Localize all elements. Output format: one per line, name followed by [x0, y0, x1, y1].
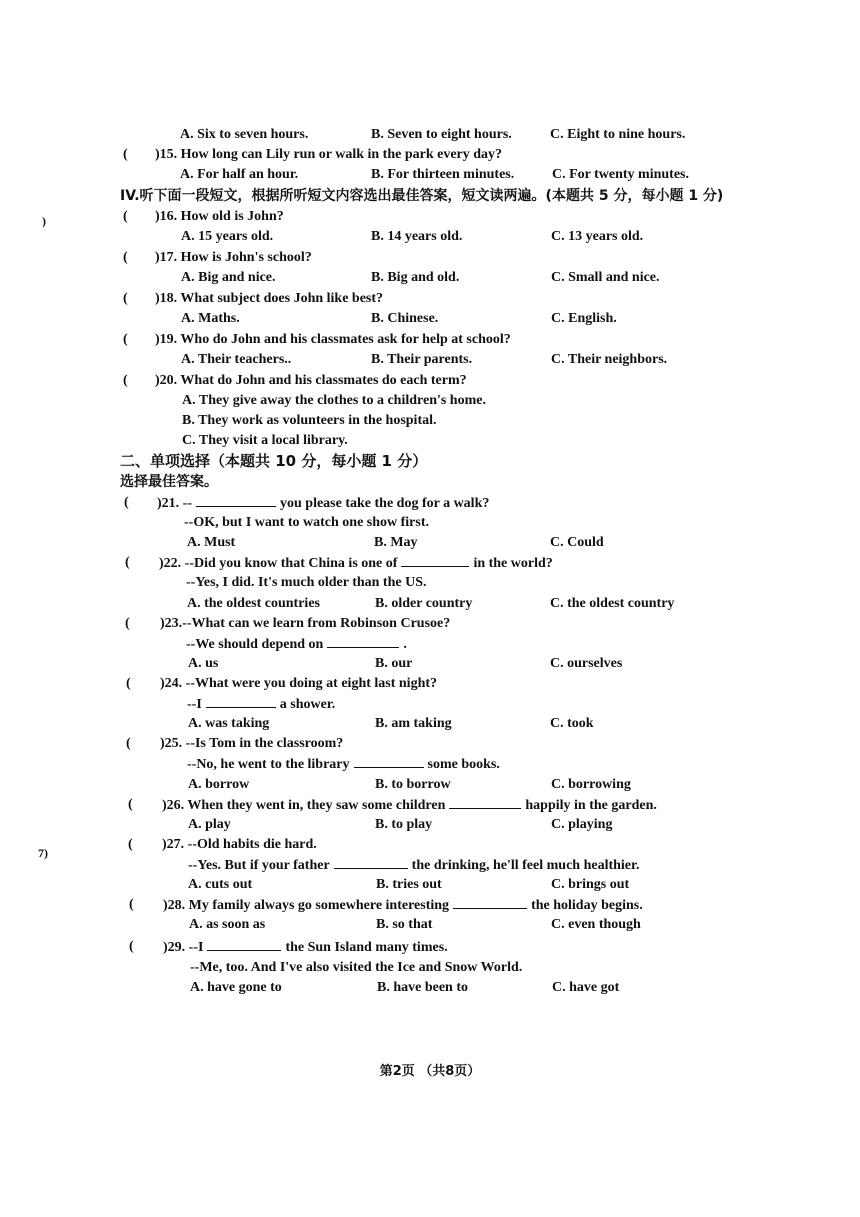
q21-reply: --OK, but I want to watch one show first. — [184, 515, 429, 530]
q17-option-b[interactable]: B. Big and old. — [371, 270, 460, 285]
q27-stem: )27. --Old habits die hard. — [162, 837, 317, 852]
q19-option-c[interactable]: C. Their neighbors. — [551, 352, 668, 367]
q22-stem — [159, 554, 553, 573]
answer-blank[interactable] — [206, 695, 276, 708]
q15-option-c[interactable]: C. For twenty minutes. — [552, 167, 690, 182]
answer-paren: ( — [126, 736, 131, 751]
q18-option-c[interactable]: C. English. — [551, 311, 617, 326]
q24-option-c[interactable]: C. took — [550, 716, 594, 731]
q27-option-a[interactable]: A. cuts out — [188, 877, 253, 892]
q18-option-a[interactable]: A. Maths. — [181, 311, 240, 326]
q25-reply-end: some books. — [427, 757, 500, 772]
answer-blank[interactable] — [449, 796, 521, 809]
answer-paren: ( — [129, 897, 134, 912]
q23-reply — [186, 635, 407, 654]
q22-option-a[interactable]: A. the oldest countries — [187, 596, 320, 611]
q29-option-b[interactable]: B. have been to — [377, 980, 468, 995]
q28-stem-start: )28. My family always go somewhere interesting — [163, 898, 450, 913]
q28-stem-end: the holiday begins. — [531, 898, 643, 913]
q24-option-a[interactable]: A. was taking — [188, 716, 270, 731]
answer-paren: ( — [123, 147, 128, 162]
q28-option-b[interactable]: B. so that — [376, 917, 433, 932]
q29-option-a[interactable]: A. have gone to — [190, 980, 282, 995]
answer-paren: ( — [125, 555, 130, 570]
q25-stem: )25. --Is Tom in the classroom? — [160, 736, 344, 751]
q27-reply-end: the drinking, he'll feel much healthier. — [411, 858, 640, 873]
q22-stem-end: in the world? — [473, 556, 553, 571]
q16-option-b[interactable]: B. 14 years old. — [371, 229, 463, 244]
answer-paren: ( — [123, 291, 128, 306]
q23-option-b[interactable]: B. our — [375, 656, 413, 671]
answer-paren: ( — [126, 676, 131, 691]
answer-paren: ( — [128, 837, 133, 852]
q27-reply — [188, 856, 639, 875]
q17-stem: )17. How is John's school? — [155, 250, 312, 265]
q29-stem-end: the Sun Island many times. — [285, 940, 448, 955]
q27-option-c[interactable]: C. brings out — [551, 877, 630, 892]
q26-stem-end: happily in the garden. — [525, 798, 657, 813]
section-iv-title: IV.听下面一段短文，根据所听短文内容选出最佳答案，短文读两遍。(本题共 5 分，每小题 1 分) — [120, 188, 724, 204]
q29-stem-start: )29. --I — [163, 940, 204, 955]
q24-option-b[interactable]: B. am taking — [375, 716, 452, 731]
answer-paren: ( — [128, 797, 133, 812]
q23-option-a[interactable]: A. us — [188, 656, 219, 671]
answer-paren: ( — [123, 373, 128, 388]
q29-option-c[interactable]: C. have got — [552, 980, 620, 995]
q24-reply — [187, 695, 335, 714]
q14-option-b[interactable]: B. Seven to eight hours. — [371, 127, 512, 142]
q14-option-a[interactable]: A. Six to seven hours. — [180, 127, 309, 142]
answer-paren: ( — [129, 939, 134, 954]
q17-option-a[interactable]: A. Big and nice. — [181, 270, 276, 285]
answer-blank[interactable] — [196, 494, 276, 507]
q24-reply-end: a shower. — [279, 697, 336, 712]
q20-option-a[interactable]: A. They give away the clothes to a children's home. — [182, 393, 486, 408]
q15-option-a[interactable]: A. For half an hour. — [180, 167, 299, 182]
answer-paren: ( — [125, 616, 130, 631]
q18-option-b[interactable]: B. Chinese. — [371, 311, 439, 326]
q26-option-c[interactable]: C. playing — [551, 817, 613, 832]
q23-stem: )23.--What can we learn from Robinson Crusoe? — [160, 616, 451, 631]
q20-option-c[interactable]: C. They visit a local library. — [182, 433, 348, 448]
q16-stem: )16. How old is John? — [155, 209, 284, 224]
q14-option-c[interactable]: C. Eight to nine hours. — [550, 127, 686, 142]
q17-option-c[interactable]: C. Small and nice. — [551, 270, 660, 285]
q24-stem: )24. --What were you doing at eight last night? — [160, 676, 438, 691]
q26-stem-start: )26. When they went in, they saw some children — [162, 798, 446, 813]
answer-blank[interactable] — [327, 635, 399, 648]
part-two-instruction: 选择最佳答案。 — [120, 474, 218, 490]
answer-blank[interactable] — [354, 755, 424, 768]
q21-option-a[interactable]: A. Must — [187, 535, 236, 550]
q25-option-b[interactable]: B. to borrow — [375, 777, 451, 792]
q26-option-a[interactable]: A. play — [188, 817, 231, 832]
q21-stem-start: )21. -- — [157, 496, 192, 511]
answer-paren: ( — [123, 209, 128, 224]
q25-option-c[interactable]: C. borrowing — [551, 777, 631, 792]
answer-paren: ( — [123, 250, 128, 265]
q19-stem: )19. Who do John and his classmates ask for help at school? — [155, 332, 511, 347]
q20-stem: )20. What do John and his classmates do each term? — [155, 373, 467, 388]
q21-option-b[interactable]: B. May — [374, 535, 418, 550]
q28-stem — [163, 896, 643, 915]
answer-blank[interactable] — [401, 554, 469, 567]
q16-option-a[interactable]: A. 15 years old. — [181, 229, 274, 244]
q23-option-c[interactable]: C. ourselves — [550, 656, 623, 671]
q29-stem — [163, 938, 448, 957]
q23-reply-start: --We should depend on — [186, 637, 324, 652]
q21-stem — [157, 494, 489, 513]
q21-stem-end: you please take the dog for a walk? — [280, 496, 490, 511]
margin-mark: 7) — [38, 846, 48, 860]
q22-reply: --Yes, I did. It's much older than the US. — [186, 575, 427, 590]
q26-stem — [162, 796, 657, 815]
q27-option-b[interactable]: B. tries out — [376, 877, 442, 892]
q27-reply-start: --Yes. But if your father — [188, 858, 330, 873]
q15-stem: )15. How long can Lily run or walk in the park every day? — [155, 147, 503, 162]
answer-paren: ( — [123, 332, 128, 347]
q16-option-c[interactable]: C. 13 years old. — [551, 229, 644, 244]
q29-reply: --Me, too. And I've also visited the Ice and Snow World. — [190, 960, 523, 975]
q26-option-b[interactable]: B. to play — [375, 817, 433, 832]
q19-option-b[interactable]: B. Their parents. — [371, 352, 473, 367]
answer-blank[interactable] — [207, 938, 281, 951]
q22-option-c[interactable]: C. the oldest country — [550, 596, 675, 611]
q21-option-c[interactable]: C. Could — [550, 535, 604, 550]
q25-option-a[interactable]: A. borrow — [188, 777, 250, 792]
answer-blank[interactable] — [453, 896, 527, 909]
q22-stem-start: )22. --Did you know that China is one of — [159, 556, 398, 571]
q22-option-b[interactable]: B. older country — [375, 596, 473, 611]
q25-reply — [187, 755, 500, 774]
q23-reply-end: . — [403, 637, 407, 652]
q15-option-b[interactable]: B. For thirteen minutes. — [371, 167, 515, 182]
answer-paren: ( — [124, 495, 129, 510]
q20-option-b[interactable]: B. They work as volunteers in the hospital. — [182, 413, 437, 428]
q24-reply-start: --I — [187, 697, 202, 712]
margin-mark: ) — [42, 214, 46, 228]
part-two-title: 二、单项选择（本题共 10 分，每小题 1 分） — [120, 452, 428, 470]
q28-option-c[interactable]: C. even though — [551, 917, 641, 932]
page-number: 第2页 （共8页） — [379, 1064, 481, 1079]
q25-reply-start: --No, he went to the library — [187, 757, 350, 772]
answer-blank[interactable] — [334, 856, 408, 869]
q19-option-a[interactable]: A. Their teachers.. — [181, 352, 292, 367]
q18-stem: )18. What subject does John like best? — [155, 291, 384, 306]
q28-option-a[interactable]: A. as soon as — [189, 917, 266, 932]
